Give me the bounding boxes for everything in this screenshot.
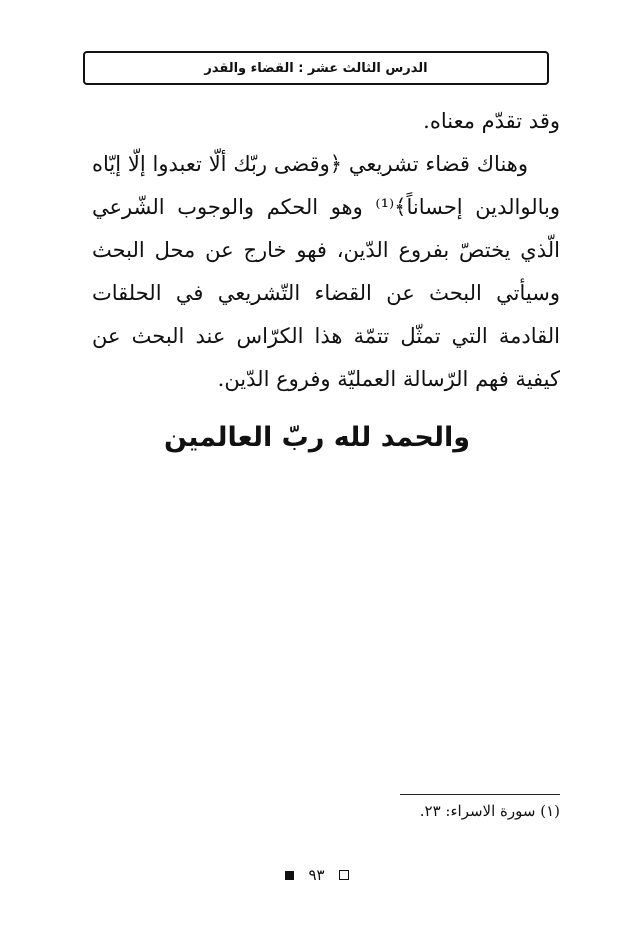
closing-praise: والحمد لله ربّ العالمين <box>163 422 471 453</box>
paragraph: وقد تقدّم معناه. <box>423 109 560 133</box>
paragraph: وهناك قضاء تشريعي ﴿وقضى ربّك ألّا تعبدوا إلّا إيّاه وبالوالدين إحساناً﴾⁽¹⁾ وهو الحكم والوجوب الشّرعي الّذي يختصّ بفروع الدّين، فهو خارج عن محل البحث وسيأتي البحث عن القضاء التّشريعي في الحلقات القادمة التي تمثّل تتمّة هذا الكرّاس عند البحث عن كيفية فهم الرّسالة العمليّة وفروع الدّين. <box>92 152 560 391</box>
filled-square-icon <box>285 871 294 880</box>
running-header <box>83 51 549 85</box>
page-number: ٩٣ <box>308 866 325 884</box>
footnote-divider <box>400 794 560 795</box>
header-title: الدرس الثالث عشر : القضاء والقدر <box>204 60 428 76</box>
footnote: (١) سورة الاسراء: ٢٣. <box>419 802 560 820</box>
page-footer <box>0 866 634 884</box>
empty-square-icon <box>339 870 349 880</box>
body-text <box>92 100 560 401</box>
